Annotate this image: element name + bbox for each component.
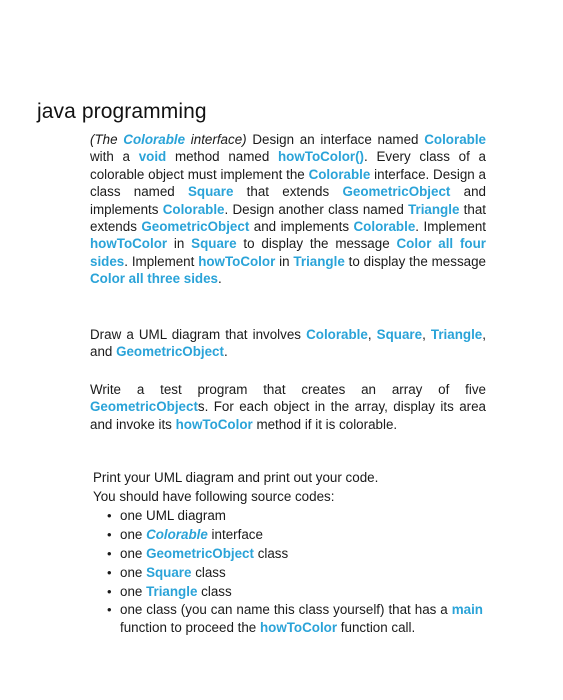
submission-requirements xyxy=(93,468,483,637)
keyword-text: Colorable xyxy=(162,201,225,217)
body-text: class xyxy=(197,584,232,599)
list-item xyxy=(93,563,483,582)
body-text: , xyxy=(422,327,431,342)
test-program-paragraph xyxy=(90,381,486,433)
keyword-text: GeometricObject xyxy=(141,219,250,235)
keyword-text: Square xyxy=(188,184,234,200)
keyword-text: Colorable xyxy=(353,219,416,235)
keyword-text: Triangle xyxy=(408,201,460,217)
keyword-text: Triangle xyxy=(146,584,198,599)
body-text: that extends xyxy=(90,201,487,235)
keyword-text: main xyxy=(451,602,483,617)
body-text: . Implement xyxy=(415,219,486,235)
keyword-text: Triangle xyxy=(430,327,483,342)
body-text: Draw a UML diagram that involves xyxy=(90,327,307,342)
list-item xyxy=(93,601,483,637)
keyword-text: howToColor() xyxy=(278,149,365,165)
keyword-text: Color all four sides xyxy=(90,236,486,269)
problem-description-paragraph xyxy=(90,131,486,288)
body-text: (The xyxy=(90,132,124,147)
body-text: with a xyxy=(90,149,139,165)
source-code-list xyxy=(93,506,483,637)
keyword-text: Triangle xyxy=(293,253,345,269)
body-text: class xyxy=(253,546,289,561)
keyword-text: GeometricObject xyxy=(116,344,224,360)
keyword-text: howToColor xyxy=(90,236,168,252)
body-text: in xyxy=(167,236,192,252)
body-text: interface xyxy=(207,527,263,542)
body-text: . xyxy=(218,271,222,287)
body-text: that extends xyxy=(233,184,343,200)
keyword-text: Square xyxy=(191,236,237,252)
list-item xyxy=(93,582,483,601)
body-text: one xyxy=(120,527,147,542)
body-text: Design an interface named xyxy=(246,132,425,147)
keyword-text: GeometricObject xyxy=(146,546,254,561)
body-text: function to proceed the xyxy=(120,620,260,635)
keyword-text: void xyxy=(138,149,167,165)
keyword-text: Colorable xyxy=(146,527,208,542)
body-text: , and xyxy=(90,327,486,360)
keyword-text: howToColor xyxy=(259,620,338,635)
list-item xyxy=(93,544,483,563)
uml-instruction-paragraph xyxy=(90,326,486,361)
body-text: one UML diagram xyxy=(120,508,226,523)
body-text: one xyxy=(120,584,147,599)
body-text: interface. Design a class named xyxy=(90,166,487,200)
keyword-text: Colorable xyxy=(308,166,371,182)
body-text: , xyxy=(367,327,377,342)
body-text: one xyxy=(120,565,147,580)
list-item xyxy=(93,525,483,544)
keyword-text: howToColor xyxy=(198,253,276,269)
body-text: interface) xyxy=(185,132,247,147)
keyword-text: GeometricObject xyxy=(90,399,198,415)
keyword-text: howToColor xyxy=(175,416,253,432)
keyword-text: Square xyxy=(146,565,192,580)
body-text: to display the message xyxy=(344,253,486,269)
keyword-text: Square xyxy=(376,327,423,342)
document-title: java programming xyxy=(37,100,207,123)
body-text: . Every class of a colorable object must implement the xyxy=(90,149,486,182)
keyword-text: Colorable xyxy=(306,327,368,342)
body-text: . xyxy=(223,344,228,360)
keyword-text: Color all three sides xyxy=(90,271,218,287)
body-text: method if it is colorable. xyxy=(252,416,398,432)
body-text: . Implement xyxy=(124,253,199,269)
source-codes-instruction: You should have following source codes: xyxy=(93,489,335,504)
body-text: class xyxy=(191,565,226,580)
body-text: one xyxy=(120,546,147,561)
body-text: s. For each object in the array, display its area and invoke its xyxy=(90,399,486,432)
print-instruction: Print your UML diagram and print out your code. xyxy=(93,470,379,485)
body-text: Write a test program that creates an array of five xyxy=(90,382,486,397)
body-text: one class (you can name this class yourself) that has a xyxy=(120,602,452,617)
body-text: . Design another class named xyxy=(224,201,409,217)
body-text: to display the message xyxy=(236,236,397,252)
body-text: and implements xyxy=(249,219,354,235)
body-text: in xyxy=(275,253,294,269)
body-text: method named xyxy=(166,149,278,165)
body-text: function call. xyxy=(337,620,416,635)
keyword-text: GeometricObject xyxy=(342,184,451,200)
list-item xyxy=(93,506,483,525)
keyword-text: Colorable xyxy=(424,132,486,147)
keyword-text: Colorable xyxy=(123,132,186,147)
body-text: and implements xyxy=(90,184,486,217)
